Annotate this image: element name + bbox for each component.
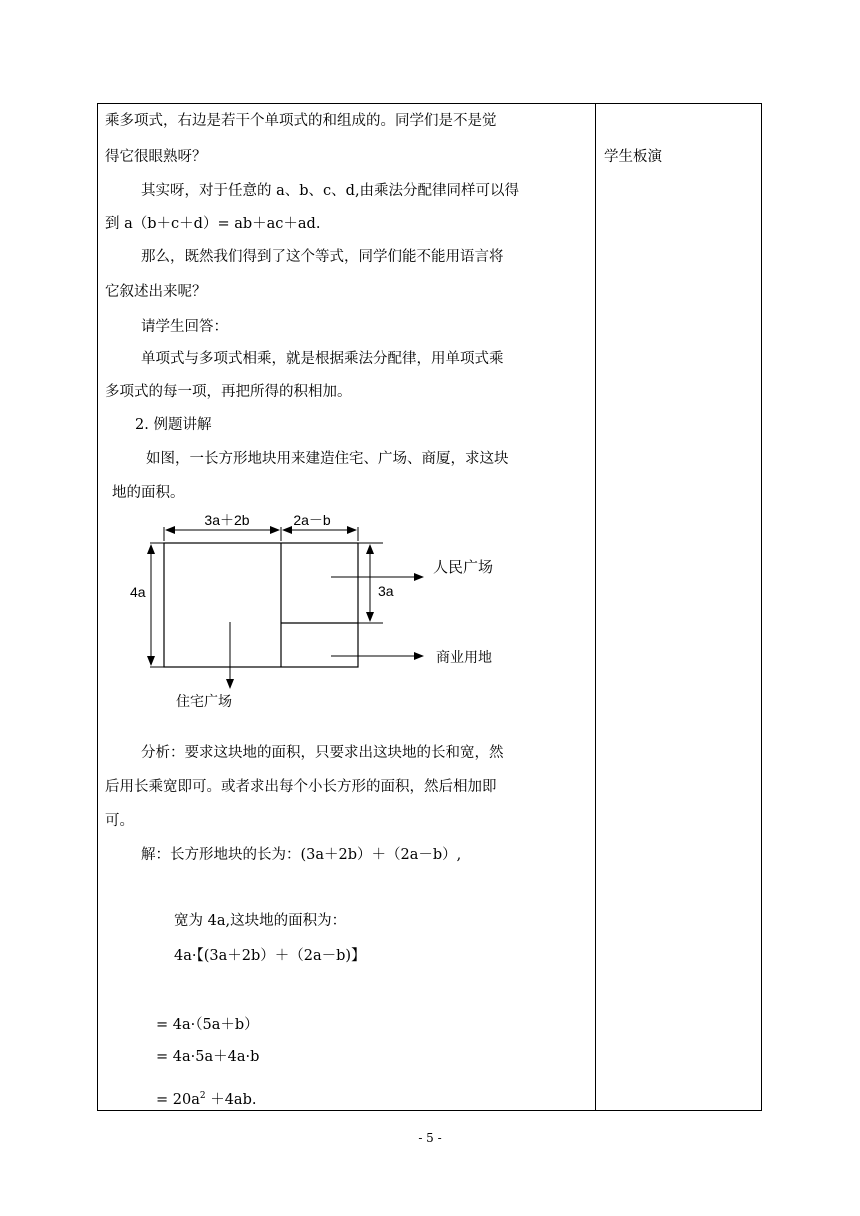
text-line: 多项式的每一项，再把所得的积相加。 bbox=[105, 384, 352, 400]
section-heading: 2. 例题讲解 bbox=[135, 417, 212, 433]
commercial-label: 商业用地 bbox=[436, 649, 492, 665]
dim-right-label: 3a bbox=[378, 583, 394, 599]
text-line: 那么，既然我们得到了这个等式，同学们能不能用语言将 bbox=[141, 249, 504, 265]
exponent: 2 bbox=[199, 1091, 206, 1101]
text-line: 后用长乘宽即可。或者求出每个小长方形的面积，然后相加即 bbox=[105, 779, 497, 795]
text-line: 乘多项式，右边是若干个单项式的和组成的。同学们是不是觉 bbox=[105, 113, 497, 129]
text-line: 地的面积。 bbox=[112, 485, 185, 501]
text-line: 请学生回答： bbox=[141, 319, 228, 335]
equation-line: 4a·【(3a＋2b）＋（2a－b)】 bbox=[174, 948, 366, 964]
dim-top-left-label: 3a＋2b bbox=[204, 512, 250, 528]
dim-left-label: 4a bbox=[130, 584, 146, 600]
text-line: 可。 bbox=[105, 813, 134, 829]
student-board-label: 学生板演 bbox=[604, 149, 662, 165]
equation-line bbox=[156, 1087, 256, 1109]
text-line: 宽为 4a,这块地的面积为： bbox=[174, 913, 347, 929]
plaza-label: 人民广场 bbox=[433, 559, 494, 576]
residential-label: 住宅广场 bbox=[176, 693, 232, 709]
equation-term: ＋4ab. bbox=[205, 1091, 257, 1108]
text-line: 其实呀，对于任意的 a、b、c、d,由乘法分配律同样可以得 bbox=[141, 183, 520, 199]
dim-top-right-label: 2a－b bbox=[293, 512, 331, 528]
equation-line: = 4a·5a＋4a·b bbox=[156, 1049, 260, 1065]
equation-line: = 4a·（5a＋b） bbox=[156, 1017, 259, 1033]
text-line: 分析：要求这块地的面积，只要求出这块地的长和宽，然 bbox=[141, 745, 504, 761]
text-line: 它叙述出来呢？ bbox=[105, 284, 207, 300]
text-line: 得它很眼熟呀？ bbox=[105, 149, 207, 165]
text-line: 如图，一长方形地块用来建造住宅、广场、商厦，求这块 bbox=[146, 451, 509, 467]
page-number: - 5 - bbox=[418, 1131, 442, 1145]
text-line: 单项式与多项式相乘，就是根据乘法分配律，用单项式乘 bbox=[141, 351, 504, 367]
column-divider bbox=[595, 103, 596, 1111]
text-line: 解：长方形地块的长为：(3a＋2b）＋（2a－b）, bbox=[141, 847, 462, 863]
land-diagram bbox=[120, 505, 520, 720]
equation-term: = 20a bbox=[156, 1091, 200, 1108]
text-line: 到 a（b＋c＋d）= ab＋ac＋ad. bbox=[105, 216, 321, 232]
